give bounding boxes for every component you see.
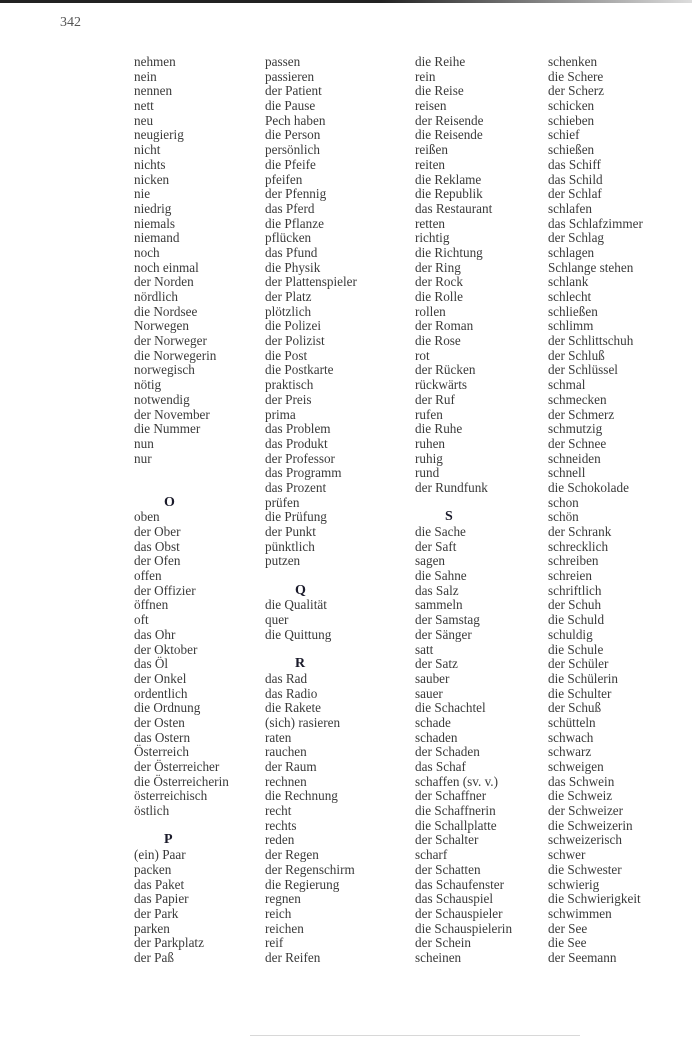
word-entry: schaden	[415, 729, 458, 745]
word-entry: pflücken	[265, 230, 312, 246]
word-entry: retten	[415, 215, 446, 231]
word-entry: das Schlafzimmer	[548, 215, 643, 231]
word-entry: die Reklame	[415, 171, 482, 187]
word-entry: die Sache	[415, 524, 466, 539]
word-entry: neugierig	[134, 127, 184, 143]
word-entry: rechnen	[265, 773, 307, 789]
word-entry: der Polizist	[265, 333, 325, 349]
word-entry: die Richtung	[415, 244, 483, 260]
word-entry: die Schule	[548, 641, 604, 657]
word-entry: rauchen	[265, 744, 307, 760]
section-letter-heading: Q	[295, 582, 306, 598]
word-entry: (sich) rasieren	[265, 714, 341, 730]
word-entry: der Schweizer	[548, 803, 624, 819]
word-entry: das Produkt	[265, 435, 328, 451]
word-entry: der Österreicher	[134, 759, 220, 774]
word-entry: schuldig	[548, 626, 593, 642]
word-entry: die Rose	[415, 333, 461, 349]
word-entry: der Samstag	[415, 612, 480, 628]
word-entry: ruhig	[415, 450, 443, 466]
section-letter-heading: P	[164, 832, 173, 848]
word-entry: das Schiff	[548, 156, 601, 172]
word-entry: rot	[415, 347, 430, 363]
word-entry: die Pfeife	[265, 156, 316, 172]
word-entry: schmal	[548, 377, 586, 393]
word-entry: der Schaffner	[415, 788, 487, 804]
word-entry: parken	[134, 920, 170, 936]
word-entry: die See	[548, 935, 587, 951]
word-entry: nein	[134, 68, 157, 84]
word-entry: der Platz	[265, 289, 312, 304]
word-entry: sauber	[415, 670, 450, 686]
word-entry: schade	[415, 714, 451, 730]
word-entry: die Reisende	[415, 127, 483, 143]
word-entry: das Ostern	[134, 729, 191, 745]
word-entry: reichen	[265, 920, 304, 936]
word-entry: der Schnee	[548, 435, 607, 451]
word-entry: die Regierung	[265, 876, 340, 892]
word-entry: schneiden	[548, 450, 601, 466]
word-entry: der Professor	[265, 450, 335, 466]
word-entry: das Öl	[134, 656, 169, 672]
word-entry: das Pferd	[265, 200, 315, 216]
section-letter-heading: R	[295, 656, 306, 672]
word-entry: der Rücken	[415, 362, 476, 378]
word-entry: schriftlich	[548, 582, 602, 598]
word-entry: schmecken	[548, 391, 607, 407]
word-entry: neu	[134, 112, 154, 128]
word-entry: schicken	[548, 98, 595, 114]
word-entry: passen	[265, 54, 301, 69]
word-entry: die Schokolade	[548, 479, 629, 495]
word-entry: schwer	[548, 847, 586, 863]
word-entry: schon	[548, 494, 579, 510]
word-entry: (ein) Paar	[134, 847, 186, 863]
word-entry: die Pause	[265, 98, 316, 114]
word-column-1	[134, 55, 229, 966]
word-entry: die Reise	[415, 83, 464, 99]
word-entry: der Schuh	[548, 597, 602, 613]
word-entry: das Rad	[265, 670, 308, 686]
word-entry: praktisch	[265, 377, 314, 393]
word-entry: der Schlüssel	[548, 362, 618, 378]
word-entry: rund	[415, 465, 440, 481]
word-entry: nehmen	[134, 54, 176, 69]
word-entry: norwegisch	[134, 362, 195, 378]
word-entry: schlagen	[548, 244, 595, 260]
word-entry: der Rock	[415, 274, 463, 290]
section-letter-heading: O	[164, 494, 175, 510]
word-entry: schön	[548, 509, 579, 525]
word-entry: raten	[265, 729, 292, 745]
word-entry: die Quittung	[265, 626, 332, 642]
word-entry: pfeifen	[265, 171, 303, 187]
word-entry: schnell	[548, 465, 586, 481]
word-entry: schließen	[548, 303, 598, 319]
word-entry: die Rechnung	[265, 788, 338, 804]
word-entry: die Polizei	[265, 318, 322, 334]
word-entry: nett	[134, 98, 154, 114]
word-entry: recht	[265, 803, 292, 819]
word-entry: der Sänger	[415, 626, 472, 642]
word-entry: rufen	[415, 406, 443, 422]
word-entry: die Ruhe	[415, 421, 463, 437]
word-entry: reden	[265, 832, 295, 848]
word-column-2	[265, 55, 357, 966]
word-entry: die Schauspielerin	[415, 920, 513, 936]
word-entry: ruhen	[415, 435, 446, 451]
word-entry: der Schlag	[548, 230, 605, 246]
word-entry: niemals	[134, 215, 176, 231]
word-entry: sauer	[415, 685, 443, 701]
word-entry: der Schlittschuh	[548, 333, 634, 349]
word-entry: schlimm	[548, 318, 594, 334]
word-entry: oben	[134, 509, 160, 525]
word-entry: rollen	[415, 303, 446, 319]
word-entry: die Prüfung	[265, 509, 327, 525]
word-entry: der Schlaf	[548, 186, 602, 202]
word-entry: die Österreicherin	[134, 773, 229, 789]
word-entry: nicken	[134, 171, 170, 187]
page-number: 342	[60, 15, 81, 30]
word-entry: der Schauspieler	[415, 905, 503, 921]
word-entry: der Ober	[134, 524, 181, 539]
word-entry: der Rundfunk	[415, 479, 488, 495]
word-entry: pünktlich	[265, 538, 315, 554]
word-entry: nördlich	[134, 289, 178, 304]
column-spacer	[265, 643, 357, 658]
word-entry: das Schwein	[548, 773, 615, 789]
word-entry: die Schachtel	[415, 700, 486, 716]
word-entry: richtig	[415, 230, 450, 246]
word-entry: die Postkarte	[265, 362, 334, 378]
word-entry: packen	[134, 861, 172, 877]
word-entry: rückwärts	[415, 377, 467, 393]
word-entry: schwach	[548, 729, 594, 745]
word-entry: schlecht	[548, 289, 592, 304]
word-entry: der Norden	[134, 274, 194, 290]
column-spacer	[265, 569, 357, 584]
word-entry: die Schallplatte	[415, 817, 497, 833]
word-entry: schreien	[548, 568, 592, 584]
word-entry: sammeln	[415, 597, 463, 613]
word-entry: der Preis	[265, 391, 312, 407]
word-entry: plötzlich	[265, 303, 312, 319]
word-entry: nie	[134, 186, 151, 202]
word-entry: nun	[134, 435, 154, 451]
word-entry: niedrig	[134, 200, 172, 216]
word-entry: östlich	[134, 803, 170, 819]
word-entry: der Onkel	[134, 670, 187, 686]
word-entry: Pech haben	[265, 112, 326, 128]
word-entry: der Patient	[265, 83, 322, 99]
page-top-edge	[0, 0, 692, 3]
word-entry: die Nordsee	[134, 303, 198, 319]
word-entry: persönlich	[265, 142, 320, 158]
column-spacer	[134, 819, 229, 834]
word-entry: schieben	[548, 112, 595, 128]
word-entry: der See	[548, 920, 588, 936]
word-entry: die Schere	[548, 68, 604, 84]
column-spacer	[415, 496, 512, 511]
page-bottom-edge	[250, 1035, 580, 1036]
word-entry: die Norwegerin	[134, 347, 217, 363]
word-entry: reisen	[415, 98, 447, 114]
word-entry: nur	[134, 450, 152, 466]
word-entry: schmutzig	[548, 421, 603, 437]
word-entry: reich	[265, 905, 292, 921]
word-entry: reif	[265, 935, 284, 951]
word-entry: die Post	[265, 347, 308, 363]
word-entry: der November	[134, 406, 210, 422]
word-entry: niemand	[134, 230, 180, 246]
word-entry: schweizerisch	[548, 832, 622, 848]
word-entry: regnen	[265, 891, 301, 907]
word-entry: rechts	[265, 817, 297, 833]
word-entry: Schlange stehen	[548, 259, 634, 275]
word-entry: nichts	[134, 156, 166, 172]
word-entry: schwierig	[548, 876, 600, 892]
word-entry: die Pflanze	[265, 215, 324, 231]
word-entry: die Ordnung	[134, 700, 201, 716]
word-entry: die Schweizerin	[548, 817, 633, 833]
word-entry: schlafen	[548, 200, 592, 216]
word-entry: die Schwierigkeit	[548, 891, 641, 907]
word-entry: die Schweiz	[548, 788, 613, 804]
word-entry: quer	[265, 612, 289, 628]
word-entry: der Ofen	[134, 553, 181, 569]
word-entry: der Saft	[415, 538, 457, 554]
word-entry: schießen	[548, 142, 595, 158]
word-entry: der Schluß	[548, 347, 605, 363]
word-entry: der Norweger	[134, 333, 207, 349]
word-column-3	[415, 55, 512, 966]
word-entry: das Schaufenster	[415, 876, 504, 892]
word-entry: der Schüler	[548, 656, 609, 672]
word-entry: scheinen	[415, 949, 462, 965]
word-entry: der Schatten	[415, 861, 481, 877]
word-entry: das Paket	[134, 876, 185, 892]
word-entry: schenken	[548, 54, 598, 69]
word-entry: die Nummer	[134, 421, 201, 437]
word-entry: der Scherz	[548, 83, 605, 99]
word-entry: der Seemann	[548, 949, 617, 965]
word-entry: der Pfennig	[265, 186, 327, 202]
word-entry: Norwegen	[134, 318, 189, 334]
word-entry: nötig	[134, 377, 162, 393]
word-entry: öffnen	[134, 597, 169, 613]
word-entry: nicht	[134, 142, 161, 158]
word-entry: der Reisende	[415, 112, 484, 128]
word-entry: Österreich	[134, 744, 189, 760]
word-entry: das Restaurant	[415, 200, 493, 216]
word-entry: das Schild	[548, 171, 603, 187]
word-entry: die Republik	[415, 186, 483, 202]
word-entry: der Plattenspieler	[265, 274, 357, 290]
word-entry: der Parkplatz	[134, 935, 204, 951]
word-entry: schweigen	[548, 759, 604, 774]
word-entry: die Schulter	[548, 685, 612, 701]
word-entry: die Schülerin	[548, 670, 618, 686]
word-entry: österreichisch	[134, 788, 208, 804]
word-entry: der Schalter	[415, 832, 479, 848]
word-entry: schreiben	[548, 553, 599, 569]
column-spacer	[134, 466, 229, 481]
word-entry: ordentlich	[134, 685, 188, 701]
word-entry: der Schrank	[548, 524, 612, 539]
word-entry: noch	[134, 244, 160, 260]
word-entry: prüfen	[265, 494, 300, 510]
word-column-4	[548, 55, 643, 966]
word-entry: das Ohr	[134, 626, 176, 642]
word-entry: der Regenschirm	[265, 861, 355, 877]
word-entry: der Schuß	[548, 700, 602, 716]
word-entry: das Programm	[265, 465, 342, 481]
word-entry: der Satz	[415, 656, 458, 672]
word-entry: die Schwester	[548, 861, 622, 877]
word-entry: nennen	[134, 83, 173, 99]
word-entry: schlank	[548, 274, 589, 290]
word-entry: oft	[134, 612, 149, 628]
word-entry: das Prozent	[265, 479, 327, 495]
word-entry: reiten	[415, 156, 446, 172]
word-entry: satt	[415, 641, 434, 657]
word-entry: der Offizier	[134, 582, 196, 598]
word-entry: schwimmen	[548, 905, 612, 921]
word-entry: prima	[265, 406, 296, 422]
word-entry: schwarz	[548, 744, 592, 760]
word-entry: der Paß	[134, 949, 174, 965]
word-entry: der Regen	[265, 847, 319, 863]
word-entry: noch einmal	[134, 259, 199, 275]
word-entry: die Schuld	[548, 612, 605, 628]
word-entry: das Schauspiel	[415, 891, 494, 907]
word-entry: das Salz	[415, 582, 459, 598]
word-entry: sagen	[415, 553, 446, 569]
word-entry: das Papier	[134, 891, 189, 907]
word-entry: reißen	[415, 142, 448, 158]
word-entry: das Schaf	[415, 759, 466, 774]
word-entry: der Osten	[134, 714, 185, 730]
word-entry: die Rakete	[265, 700, 322, 716]
word-entry: der Schaden	[415, 744, 480, 760]
word-entry: der Ring	[415, 259, 461, 275]
word-entry: der Ruf	[415, 391, 455, 407]
word-entry: die Schaffnerin	[415, 803, 496, 819]
word-entry: der Raum	[265, 759, 317, 774]
word-entry: notwendig	[134, 391, 190, 407]
word-entry: das Obst	[134, 538, 180, 554]
column-spacer	[134, 481, 229, 496]
word-entry: scharf	[415, 847, 448, 863]
word-entry: die Physik	[265, 259, 321, 275]
word-entry: das Radio	[265, 685, 318, 701]
word-entry: schrecklich	[548, 538, 609, 554]
word-entry: die Rolle	[415, 289, 463, 304]
word-entry: der Park	[134, 905, 179, 921]
word-entry: putzen	[265, 553, 301, 569]
word-entry: rein	[415, 68, 436, 84]
word-entry: der Punkt	[265, 524, 316, 539]
word-entry: der Oktober	[134, 641, 198, 657]
section-letter-heading: S	[445, 509, 453, 525]
word-entry: schütteln	[548, 714, 596, 730]
word-entry: die Sahne	[415, 568, 467, 584]
word-entry: der Schmerz	[548, 406, 615, 422]
word-entry: der Schein	[415, 935, 472, 951]
word-entry: die Reihe	[415, 54, 466, 69]
word-entry: das Pfund	[265, 244, 318, 260]
word-entry: das Problem	[265, 421, 331, 437]
word-entry: schaffen (sv. v.)	[415, 773, 498, 789]
word-entry: die Qualität	[265, 597, 327, 613]
word-entry: der Reifen	[265, 949, 321, 965]
word-entry: passieren	[265, 68, 315, 84]
word-entry: der Roman	[415, 318, 474, 334]
word-entry: offen	[134, 568, 162, 584]
word-entry: schief	[548, 127, 580, 143]
word-entry: die Person	[265, 127, 321, 143]
